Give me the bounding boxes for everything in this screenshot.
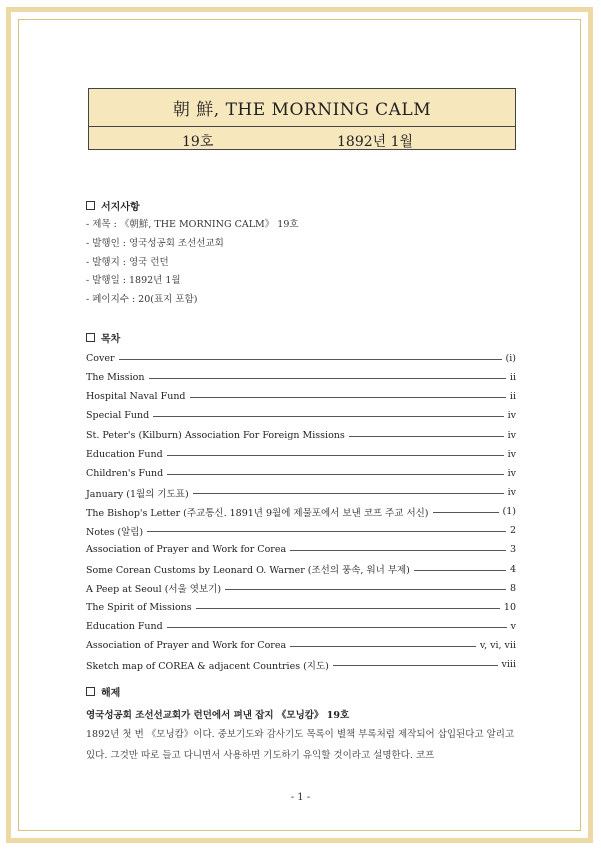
square-bullet-icon (86, 333, 95, 342)
toc-item-title: St. Peter's (Kilburn) Association For Foreign Missions (86, 429, 345, 441)
toc-item-title: Cover (86, 353, 115, 365)
description-body: 1892년 첫 번 《모닝캄》이다. 중보기도와 감사기도 목록이 별책 부록처럼 제작되어 삽입된다고 알리고 있다. 그것만 따로 들고 다니면서 사용하면 기도하기 유익할 것이라고 설명한다. 코프 (86, 729, 515, 761)
toc-leader-line (193, 493, 504, 494)
toc-leader-line (149, 378, 506, 379)
toc-item-page: iv (507, 487, 516, 499)
toc-item (86, 368, 516, 387)
issue-number: 19호 (182, 134, 214, 150)
toc-item (86, 349, 516, 368)
toc-leader-line (147, 531, 506, 532)
toc-item-title: Sketch map of COREA & adjacent Countries (지도) (86, 660, 329, 672)
toc-leader-line (414, 570, 506, 571)
toc-item-page: viii (501, 659, 516, 671)
toc-item-page: ii (509, 372, 516, 384)
toc-leader-line (349, 436, 504, 437)
description-section (86, 684, 516, 766)
toc-item-title: Education Fund (86, 621, 163, 633)
toc-item-title: Notes (알림) (86, 526, 144, 538)
toc-item-page: (1) (502, 506, 516, 518)
toc-leader-line (167, 455, 504, 456)
toc-item-page: 2 (509, 525, 516, 537)
toc-item-page: ii (509, 391, 516, 403)
description-heading: 해제 (86, 684, 516, 699)
toc-item-title: Association of Prayer and Work for Corea (86, 544, 287, 556)
toc-leader-line (333, 665, 498, 666)
bibliography-line: - 제목 : 《朝鮮, THE MORNING CALM》 19호 (86, 219, 299, 230)
bibliography-section (86, 198, 516, 310)
toc-item-page: 8 (509, 582, 516, 594)
toc-item-title: Some Corean Customs by Leonard O. Warner (조선의 풍속, 워너 부제) (86, 565, 410, 577)
toc-item-page: iv (507, 410, 516, 422)
toc-item-title: Special Fund (86, 410, 150, 422)
toc-item-page: 3 (509, 544, 516, 556)
toc-item (86, 426, 516, 445)
document-title: 朝 鮮, THE MORNING CALM (89, 89, 515, 127)
toc-item-title: Education Fund (86, 448, 163, 460)
bibliography-list (86, 216, 516, 310)
toc-leader-line (196, 608, 500, 609)
toc-item-title: January (1월의 기도표) (86, 488, 189, 500)
toc-item-page: v, vi, vii (479, 640, 516, 652)
toc-item-page: iv (507, 429, 516, 441)
toc-item-page: v (510, 621, 516, 633)
toc-item-page: iv (507, 448, 516, 460)
toc-section (86, 330, 516, 674)
bibliography-line: - 페이지수 : 20(표지 포함) (86, 294, 198, 306)
toc-leader-line (190, 397, 506, 398)
toc-item-title: Hospital Naval Fund (86, 391, 186, 403)
toc-item-title: The Bishop's Letter (주교통신. 1891년 9월에 제물포에서 보낸 코프 주교 서신) (86, 507, 429, 519)
toc-item (86, 445, 516, 464)
toc-item-page: (i) (505, 353, 516, 365)
toc-leader-line (153, 416, 503, 417)
toc-item-title: The Spirit of Missions (86, 601, 192, 613)
toc-leader-line (119, 359, 502, 360)
toc-item (86, 406, 516, 425)
toc-leader-line (167, 474, 503, 475)
issue-row (89, 127, 515, 151)
toc-item-page: 10 (503, 601, 516, 613)
toc-item (86, 483, 516, 502)
toc-list (86, 349, 516, 674)
toc-item (86, 655, 516, 674)
description-title: 영국성공회 조선선교회가 런던에서 펴낸 잡지 《모닝캄》 19호 (86, 710, 350, 721)
toc-item-title: Association of Prayer and Work for Corea (86, 640, 287, 652)
toc-item (86, 617, 516, 636)
issue-date: 1892년 1월 (337, 134, 414, 150)
toc-leader-line (225, 589, 506, 590)
toc-leader-line (167, 627, 507, 628)
toc-leader-line (290, 646, 476, 647)
toc-item (86, 598, 516, 617)
toc-item (86, 540, 516, 559)
toc-item (86, 502, 516, 521)
toc-item-page: 4 (509, 563, 516, 575)
bibliography-heading: 서지사항 (86, 198, 516, 213)
toc-leader-line (433, 512, 499, 513)
toc-item (86, 579, 516, 598)
square-bullet-icon (86, 687, 95, 696)
square-bullet-icon (86, 201, 95, 210)
bibliography-line: - 발행일 : 1892년 1월 (86, 275, 181, 287)
toc-item (86, 521, 516, 540)
page-number: - 1 - (290, 792, 311, 803)
toc-item-title: The Mission (86, 372, 145, 384)
bibliography-line: - 발행지 : 영국 런던 (86, 256, 169, 268)
toc-item-title: Children's Fund (86, 467, 164, 479)
toc-item (86, 464, 516, 483)
toc-item (86, 387, 516, 406)
toc-item-title: A Peep at Seoul (서울 엿보기) (86, 584, 222, 596)
toc-item-page: iv (507, 467, 516, 479)
bibliography-line: - 발행인 : 영국성공회 조선선교회 (86, 237, 224, 249)
toc-item (86, 636, 516, 655)
toc-item (86, 560, 516, 579)
toc-leader-line (290, 550, 506, 551)
toc-heading: 목차 (86, 330, 516, 345)
title-box (88, 88, 516, 150)
